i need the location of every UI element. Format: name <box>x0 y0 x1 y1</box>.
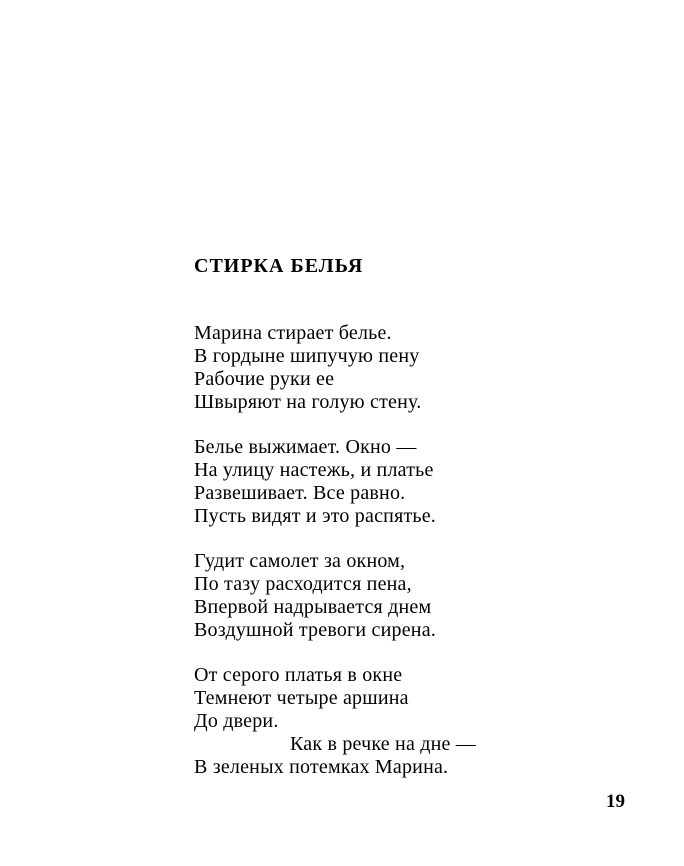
poem-line: По тазу расходится пена, <box>194 573 412 595</box>
poem-line: Темнеют четыре аршина <box>194 687 409 709</box>
poem-line: Гудит самолет за окном, <box>194 550 406 572</box>
poem-line: Белье выжимает. Окно — <box>194 436 417 458</box>
poem-title: СТИРКА БЕЛЬЯ <box>194 255 364 277</box>
stanza-3 <box>194 550 554 642</box>
stanza-4 <box>194 664 554 779</box>
poem-line: В гордыне шипучую пену <box>194 345 420 367</box>
poem-line: Марина стирает белье. <box>194 322 392 344</box>
page-number: 19 <box>606 791 625 812</box>
poem-line: Пусть видят и это распятье. <box>194 505 437 527</box>
poem-line: Воздушной тревоги сирена. <box>194 619 436 641</box>
stanza-2 <box>194 436 554 528</box>
poem-line-indented: Как в речке на дне — <box>290 733 476 755</box>
poem-line: Рабочие руки ее <box>194 368 335 390</box>
poem-line: Развешивает. Все равно. <box>194 482 406 504</box>
stanza-1 <box>194 322 554 414</box>
poem-line: От серого платья в окне <box>194 664 403 686</box>
poem-line: Впервой надрывается днем <box>194 596 432 618</box>
poem-body <box>194 322 554 801</box>
poem-line: На улицу настежь, и платье <box>194 459 434 481</box>
poem-line: До двери. <box>194 710 279 732</box>
poem-line: В зеленых потемках Марина. <box>194 756 449 778</box>
poem-line: Швыряют на голую стену. <box>194 391 422 413</box>
